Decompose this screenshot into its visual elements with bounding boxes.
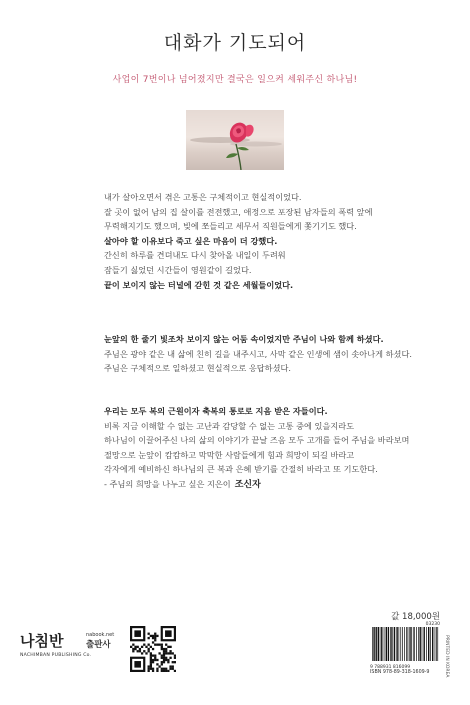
- text-line: 간신히 하루를 견뎌내도 다시 찾아올 내일이 두려워: [104, 250, 286, 261]
- author-signature: [104, 477, 404, 493]
- text-line: 끝이 보이지 않는 터널에 갇힌 것 같은 세월들이었다.: [104, 279, 294, 290]
- text-line: 주님은 구체적으로 일하셨고 현실적으로 응답하셨다.: [104, 363, 292, 374]
- barcode-addon: 03230: [425, 622, 440, 627]
- barcode-icon: [370, 627, 440, 661]
- paragraph-2: [104, 332, 412, 376]
- isbn-text: ISBN 978-89-318-1609-9: [370, 670, 430, 675]
- qr-code[interactable]: [130, 626, 176, 672]
- publisher-label: 출판사: [86, 640, 111, 650]
- paragraph-3: [104, 404, 410, 493]
- paragraph-1: [104, 190, 404, 292]
- rose-photo: [186, 110, 284, 170]
- text-line: 잘 곳이 없어 남의 집 살이를 전전했고, 애정으로 포장된 남자들의 폭력 앞에: [104, 206, 373, 217]
- book-subtitle: 사업이 7번이나 넘어졌지만 결국은 일으켜 세워주신 하나님!: [112, 75, 358, 85]
- text-line: 내가 살아오면서 겪은 고통은 구체적이고 현실적이었다.: [104, 192, 302, 202]
- publisher-site: nabook.net: [86, 632, 115, 638]
- publisher-logo: [20, 630, 130, 658]
- signature-prefix: - 주님의 희망을 나누고 싶은 지은이: [104, 478, 231, 489]
- printed-in-korea: PRINTED IN KOREA: [444, 635, 449, 678]
- text-line: 잠들기 싫었던 시간들이 영원같이 길었다.: [104, 264, 252, 275]
- publisher-brand: 나침반: [20, 632, 64, 650]
- isbn-barcode: [370, 622, 440, 678]
- text-line: 비록 지금 이해할 수 없는 고난과 감당할 수 없는 고통 중에 있을지라도: [104, 420, 355, 431]
- price-label: 값 18,000원: [391, 612, 440, 622]
- book-title: 대화가 기도되어: [163, 32, 307, 54]
- rose-icon: [186, 110, 284, 170]
- text-line: 절망으로 눈앞이 캄캄하고 막막한 사람들에게 힘과 희망이 되길 바라고: [104, 449, 355, 460]
- barcode-digits: 9 788931 816099: [370, 665, 411, 670]
- text-line: 하나님이 이끌어주신 나의 삶의 이야기가 끝날 즈음 모두 고개를 들어 주님을 바라보며: [104, 435, 410, 446]
- text-line: 주님은 광야 같은 내 삶에 친히 길을 내주시고, 사막 같은 인생에 샘이 솟아나게 하셨다.: [104, 348, 412, 359]
- author-name: 조신자: [234, 479, 261, 490]
- text-line: 각자에게 예비하신 하나님의 큰 복과 은혜 받기를 간절히 바라고 또 기도한다.: [104, 464, 378, 475]
- publisher-english-name: NACHIMBAN PUBLISHING Co.: [20, 653, 92, 658]
- qr-code-icon: [130, 626, 176, 672]
- text-line: 무력해지기도 했으며, 빚에 쪼들리고 세무서 직원들에게 쫓기기도 했다.: [104, 221, 357, 232]
- text-line: 눈앞의 한 줄기 빛조차 보이지 않는 어둠 속이었지만 주님이 나와 함께 하셨다.: [104, 334, 384, 344]
- text-line: 살아야 할 이유보다 죽고 싶은 마음이 더 강했다.: [104, 235, 278, 246]
- text-line: 우리는 모두 복의 근원이자 축복의 통로로 지음 받은 자들이다.: [104, 406, 328, 416]
